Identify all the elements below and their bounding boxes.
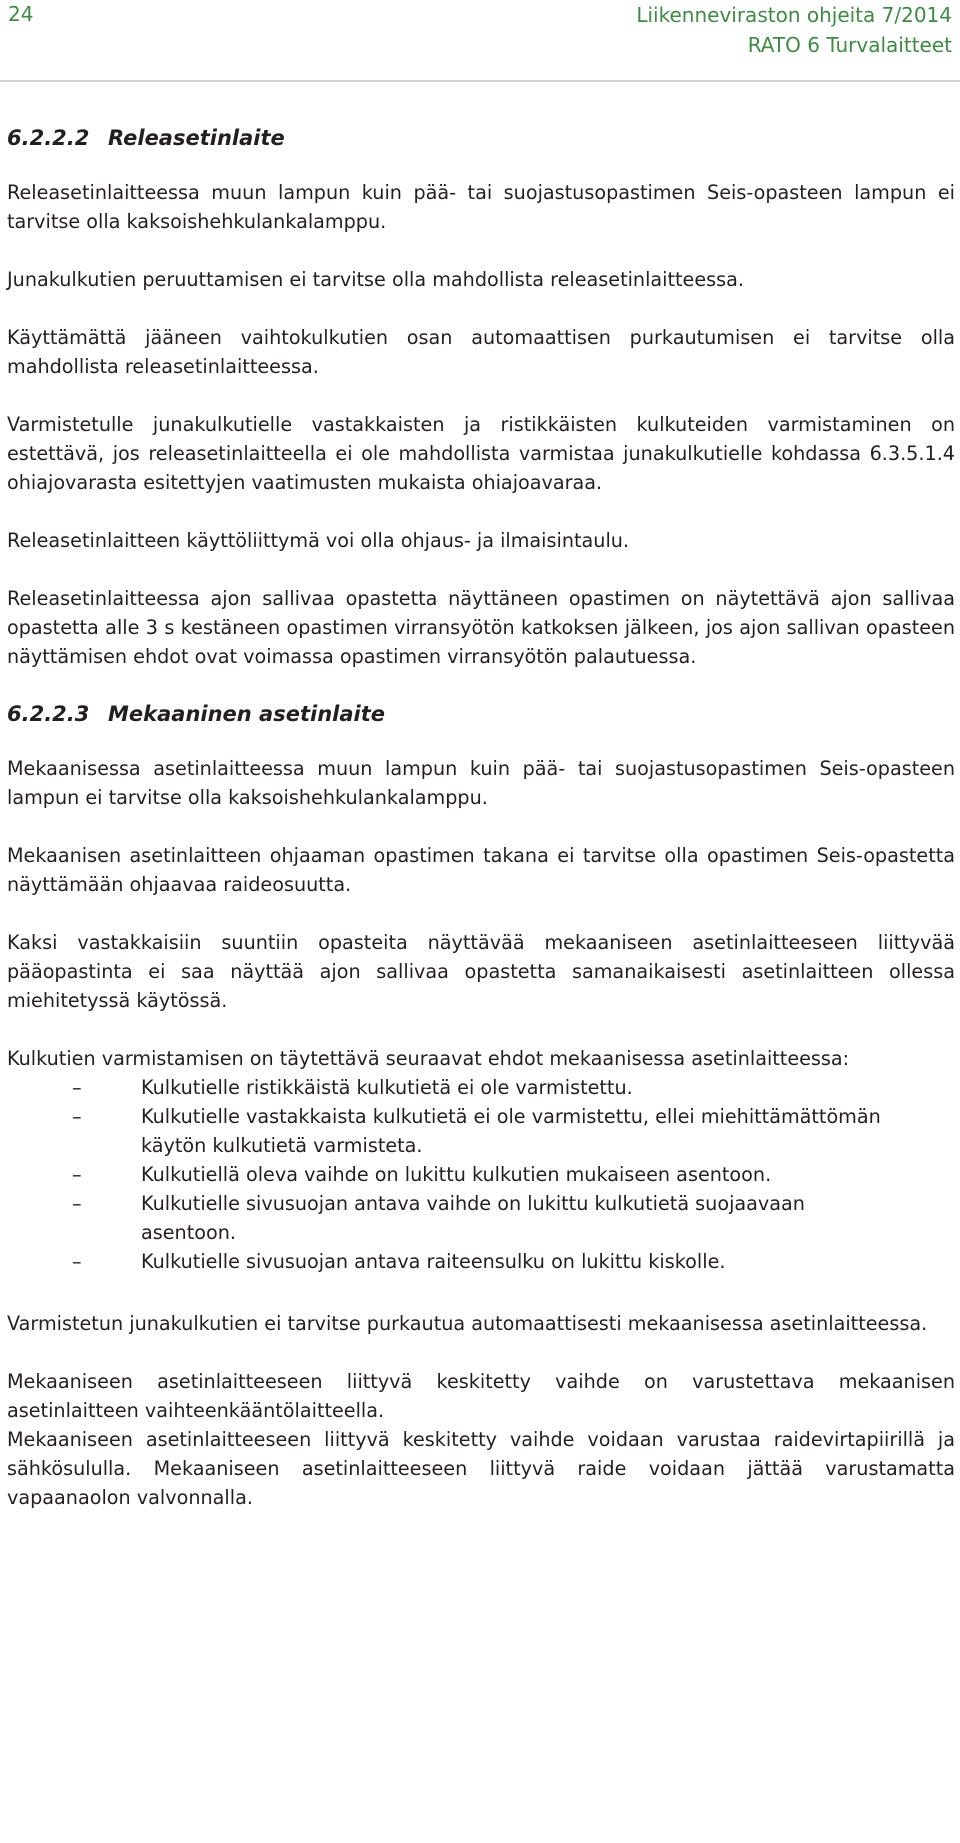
- paragraph: Mekaaniseen asetinlaitteeseen liittyvä keskitetty vaihde voidaan varustaa raidevirtapiirillä ja sähkösululla. Mekaaniseen asetinlaitteeseen liittyvä raide voidaan jättää varustamatta vapaanaolon valvonnalla.: [7, 1428, 955, 1509]
- paragraph: Releasetinlaitteessa ajon sallivaa opastetta näyttäneen opastimen on näytettävä ajon sallivaa opastetta alle 3 s kestäneen opastimen virransyötön katkoksen jälkeen, jos ajon sallivan opasteen näyttämisen ehdot ovat voimassa opastimen virransyötön palautuessa.: [7, 587, 955, 668]
- list-item: [7, 1247, 955, 1276]
- paragraph: Mekaanisessa asetinlaitteessa muun lampun kuin pää- tai suojastusopastimen Seis-opasteen lampun ei tarvitse olla kaksoishehkulankalamppu.: [7, 757, 955, 809]
- paragraph: Kaksi vastakkaisiin suuntiin opasteita näyttävää mekaaniseen asetinlaitteeseen liittyvää pääopastinta ei saa näyttää ajon sallivaa opastetta samanaikaisesti asetinlaitteen ollessa miehitetyssä käytössä.: [7, 931, 955, 1012]
- section-heading-mekaaninen-asetinlaite: [7, 700, 955, 729]
- dash-bullet: –: [72, 1163, 82, 1186]
- section-number: 6.2.2.3: [7, 702, 90, 726]
- list-item-text: Kulkutiellä oleva vaihde on lukittu kulkutien mukaiseen asentoon.: [141, 1163, 772, 1186]
- list-item-text: Kulkutielle ristikkäistä kulkutietä ei ole varmistettu.: [141, 1076, 633, 1099]
- page-body: [7, 124, 955, 1512]
- list-item: [7, 1160, 955, 1189]
- paragraph: Mekaaniseen asetinlaitteeseen liittyvä keskitetty vaihde on varustettava mekaanisen asetinlaitteen vaihteenkääntölaitteella.: [7, 1370, 955, 1422]
- document-title: RATO 6 Turvalaitteet: [747, 33, 952, 57]
- paragraph-list-intro: Kulkutien varmistamisen on täytettävä seuraavat ehdot mekaanisessa asetinlaitteessa:: [7, 1047, 850, 1070]
- paragraph: Mekaanisen asetinlaitteen ohjaaman opastimen takana ei tarvitse olla opastimen Seis-opastetta näyttämään ohjaavaa raideosuutta.: [7, 844, 955, 896]
- paragraph: Releasetinlaitteessa muun lampun kuin pää- tai suojastusopastimen Seis-opasteen lampun ei tarvitse olla kaksoishehkulankalamppu.: [7, 181, 955, 233]
- header-divider: [0, 80, 960, 82]
- paragraph: Varmistetun junakulkutien ei tarvitse purkautua automaattisesti mekaanisessa asetinlaitteessa.: [7, 1312, 928, 1335]
- paragraph: Releasetinlaitteen käyttöliittymä voi olla ohjaus- ja ilmaisintaulu.: [7, 529, 630, 552]
- list-item-text: Kulkutielle vastakkaista kulkutietä ei ole varmistettu, ellei miehittämättömän käytön kulkutietä varmisteta.: [141, 1105, 881, 1157]
- list-item: [7, 1073, 955, 1102]
- running-header: [636, 0, 952, 60]
- dash-bullet: –: [72, 1076, 82, 1099]
- paragraph: Varmistetulle junakulkutielle vastakkaisten ja ristikkäisten kulkuteiden varmistaminen on estettävä, jos releasetinlaitteella ei ole mahdollista varmistaa junakulkutielle kohdassa 6.3.5.1.4 ohiajovarasta esitettyjen vaatimusten mukaista ohiajoavaraa.: [7, 413, 955, 494]
- list-item-text: Kulkutielle sivusuojan antava raiteensulku on lukittu kiskolle.: [141, 1250, 726, 1273]
- page-header: [0, 0, 960, 82]
- list-item: [7, 1102, 955, 1160]
- requirements-list: [7, 1073, 955, 1276]
- section-heading-releasetinlaite: [7, 124, 955, 153]
- section-title: Mekaaninen asetinlaite: [108, 702, 385, 726]
- dash-bullet: –: [72, 1250, 82, 1273]
- dash-bullet: –: [72, 1105, 82, 1128]
- list-item-text: Kulkutielle sivusuojan antava vaihde on lukittu kulkutietä suojaavaan asentoon.: [141, 1192, 805, 1244]
- publication-title: Liikenneviraston ohjeita 7/2014: [636, 3, 952, 27]
- section-title: Releasetinlaite: [108, 126, 285, 150]
- list-item: [7, 1189, 955, 1247]
- section-number: 6.2.2.2: [7, 126, 90, 150]
- paragraph: Käyttämättä jääneen vaihtokulkutien osan automaattisen purkautumisen ei tarvitse olla mahdollista releasetinlaitteessa.: [7, 326, 955, 378]
- paragraph: Junakulkutien peruuttamisen ei tarvitse olla mahdollista releasetinlaitteessa.: [7, 268, 745, 291]
- page-number: 24: [8, 2, 34, 26]
- dash-bullet: –: [72, 1192, 82, 1215]
